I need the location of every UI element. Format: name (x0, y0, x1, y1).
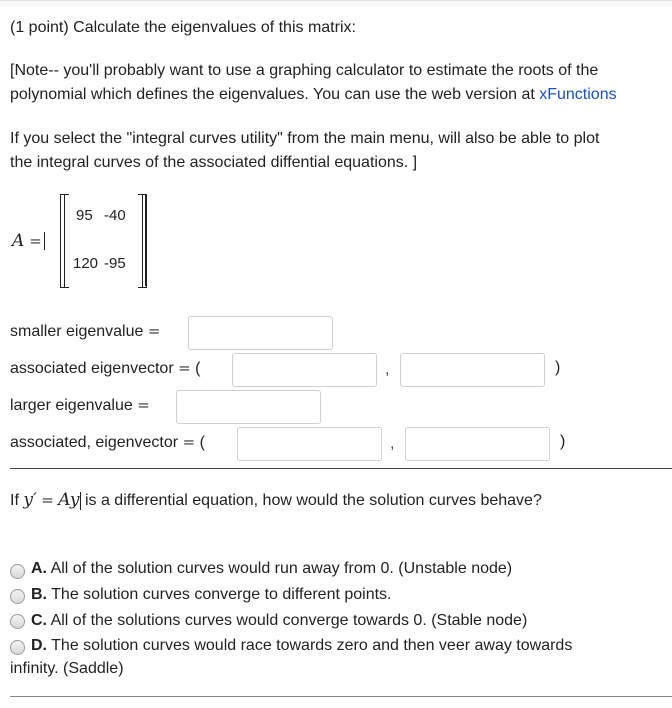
option-b-radio[interactable] (10, 589, 25, 604)
bottom-divider (10, 696, 672, 697)
note-line-2-text: polynomial which defines the eigenvalues. You can use the web version at (10, 86, 540, 103)
matrix-left-bracket (60, 194, 69, 288)
matrix-name: A (12, 231, 25, 251)
problem-title: (1 point) Calculate the eigenvalues of this matrix: (10, 19, 356, 36)
open-paren: ( (195, 360, 201, 377)
y-prime: y′ (23, 490, 37, 510)
close-paren: ) (560, 433, 566, 450)
option-d-line2: infinity. (Saddle) (10, 660, 124, 677)
option-text: All of the solution curves would run away from 0. (Unstable node) (47, 560, 513, 577)
eigenvector-1-x-input[interactable] (232, 353, 377, 387)
comma: , (385, 361, 390, 378)
matrix-cell: 95 (76, 207, 93, 224)
eigenvector-1-label (10, 359, 200, 378)
equals-sign: = (137, 396, 150, 414)
open-paren: ( (199, 434, 205, 451)
select-line-2: the integral curves of the associated diffential equations. ] (10, 154, 418, 171)
q-equals: = (41, 491, 54, 509)
comma: , (390, 435, 395, 452)
note-line-2 (10, 83, 617, 106)
matrix-cell: -40 (104, 207, 126, 224)
option-a-radio[interactable] (10, 564, 25, 579)
larger-eigenvalue-label (10, 396, 150, 415)
equals-sign: = (178, 359, 191, 377)
option-letter: D. (31, 637, 47, 654)
matrix-cell: 120 (73, 255, 99, 272)
matrix-cell: -95 (104, 255, 126, 272)
select-line-1: If you select the "integral curves utility" from the main menu, will also be able to plot (10, 130, 600, 147)
smaller-eigenvalue-label (10, 322, 160, 341)
eigenvector-2-text: associated, eigenvector (10, 434, 179, 451)
matrix-equals: = (29, 232, 42, 250)
option-text: All of the solutions curves would converge towards 0. (Stable node) (47, 612, 528, 629)
eigenvector-2-label (10, 433, 205, 452)
option-letter: B. (31, 586, 47, 603)
eigenvector-2-x-input[interactable] (237, 427, 382, 461)
xfunctions-link[interactable]: xFunctions (539, 86, 617, 103)
smaller-eigenvalue-input[interactable] (188, 316, 333, 350)
eigenvector-1-text: associated eigenvector (10, 360, 174, 377)
eigenvector-2-y-input[interactable] (405, 427, 550, 461)
equals-sign: = (182, 433, 196, 451)
eigenvector-1-y-input[interactable] (400, 353, 545, 387)
matrix-outer-bar (145, 194, 146, 286)
option-text: The solution curves converge to different points. (47, 586, 392, 603)
equals-sign: = (147, 322, 161, 340)
q-prefix: If (10, 492, 19, 509)
option-letter: A. (31, 560, 47, 577)
matrix-label (12, 230, 45, 251)
option-d[interactable] (31, 634, 572, 657)
option-c[interactable] (31, 609, 527, 632)
larger-eigenvalue-input[interactable] (176, 390, 321, 424)
q-suffix: is a differential equation, how would the solution curves behave? (84, 492, 542, 509)
de-question (10, 489, 542, 512)
close-paren: ) (555, 359, 561, 376)
option-d-radio[interactable] (10, 640, 25, 655)
option-a[interactable] (31, 557, 512, 580)
option-c-radio[interactable] (10, 614, 25, 629)
divider (10, 468, 672, 469)
note-line-1: [Note-- you'll probably want to use a graphing calculator to estimate the roots of the (10, 62, 599, 79)
larger-eigenvalue-text: larger eigenvalue (10, 397, 133, 414)
option-text: The solution curves would race towards zero and then veer away towards (47, 637, 573, 654)
smaller-eigenvalue-text: smaller eigenvalue (10, 323, 144, 340)
q-Ay: Ay (58, 490, 80, 510)
option-letter: C. (31, 612, 47, 629)
top-divider (0, 0, 672, 7)
option-b[interactable] (31, 583, 392, 606)
